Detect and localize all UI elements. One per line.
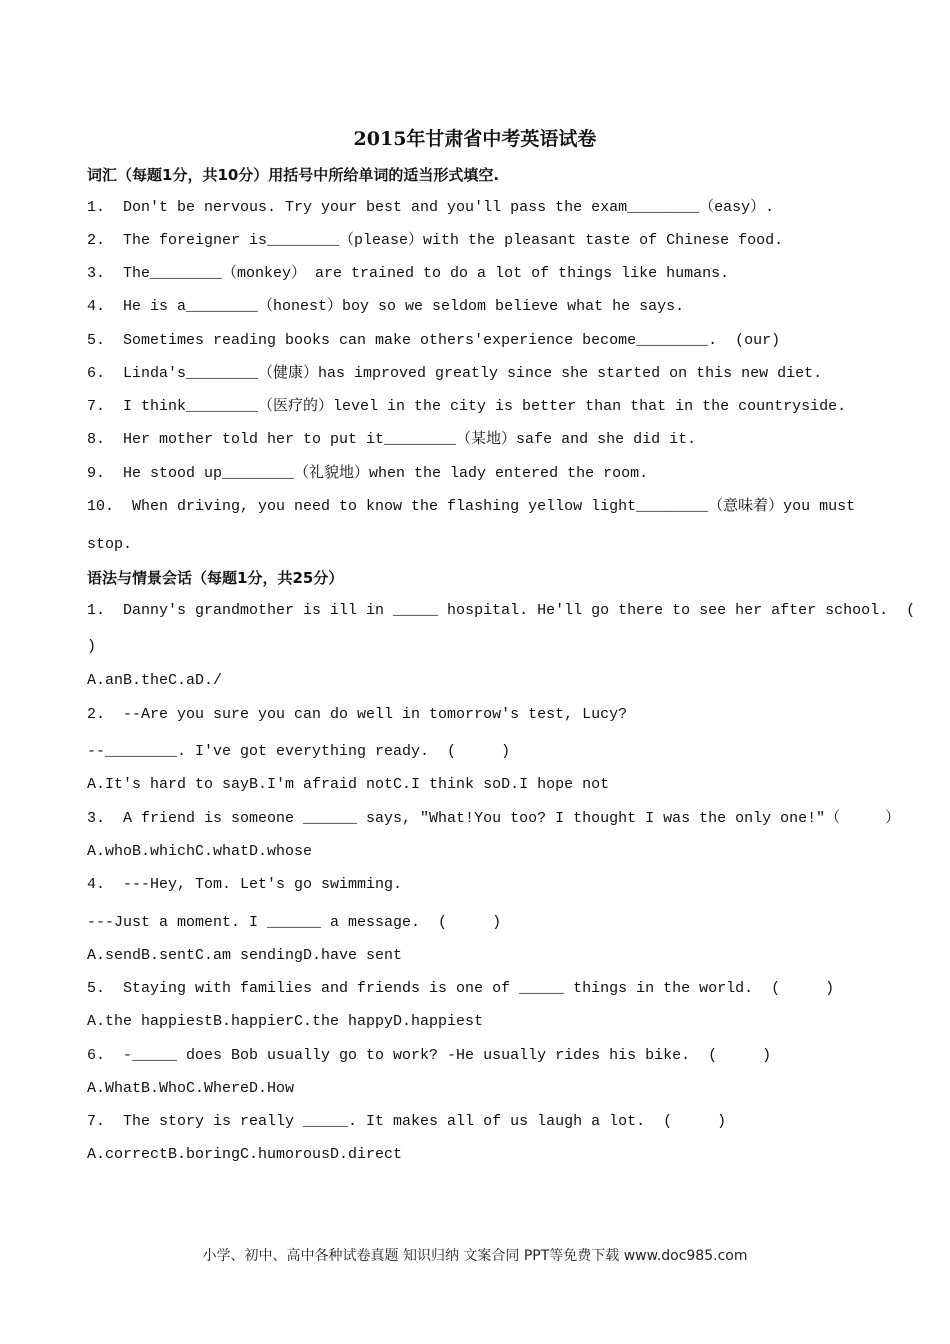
question-line: 7. I think________（医疗的）level in the city is better than that in the countryside.	[87, 398, 847, 415]
question-line: 8. Her mother told her to put it________（某地）safe and she did it.	[87, 431, 697, 448]
answer-options: A.the happiestB.happierC.the happyD.happiest	[87, 1013, 484, 1030]
section1-heading: 词汇（每题1分，共10分）用括号中所给单词的适当形式填空.	[87, 166, 500, 184]
question-line: 2. The foreigner is________（please）with the pleasant taste of Chinese food.	[87, 232, 784, 249]
question-line: 2. --Are you sure you can do well in tomorrow's test, Lucy?	[87, 706, 628, 723]
footer-text: 小学、初中、高中各种试卷真题 知识归纳 文案合同 PPT等免费下载 www.doc985.com	[202, 1248, 748, 1264]
question-line: 1. Danny's grandmother is ill in _____ hospital. He'll go there to see her after school. (	[87, 602, 916, 619]
question-line: 6. Linda's________（健康）has improved greatly since she started on this new diet.	[87, 365, 823, 382]
question-line: 1. Don't be nervous. Try your best and you'll pass the exam________（easy）.	[87, 199, 775, 216]
question-line: 9. He stood up________（礼貌地）when the lady entered the room.	[87, 465, 649, 482]
question-line: 5. Staying with families and friends is one of _____ things in the world. ( )	[87, 980, 835, 997]
answer-options: A.anB.theC.aD./	[87, 672, 223, 689]
question-line: 10. When driving, you need to know the flashing yellow light________（意味着）you must	[87, 498, 856, 515]
answer-options: A.WhatB.WhoC.WhereD.How	[87, 1080, 295, 1097]
question-line: 5. Sometimes reading books can make others'experience become________. (our)	[87, 332, 781, 349]
question-line: ---Just a moment. I ______ a message. ( )	[87, 914, 502, 931]
question-line: 4. He is a________（honest）boy so we seldom believe what he says.	[87, 298, 685, 315]
page-title: 2015年甘肃省中考英语试卷	[353, 128, 597, 150]
question-line: )	[87, 638, 97, 655]
question-line: stop.	[87, 536, 133, 553]
question-line: --________. I've got everything ready. ( )	[87, 743, 511, 760]
question-line: 6. -_____ does Bob usually go to work? -He usually rides his bike. ( )	[87, 1047, 772, 1064]
answer-options: A.whoB.whichC.whatD.whose	[87, 843, 313, 860]
question-line: 3. The________（monkey） are trained to do a lot of things like humans.	[87, 265, 730, 282]
answer-options: A.It's hard to sayB.I'm afraid notC.I think soD.I hope not	[87, 776, 610, 793]
question-line: 4. ---Hey, Tom. Let's go swimming.	[87, 876, 403, 893]
answer-options: A.sendB.sentC.am sendingD.have sent	[87, 947, 403, 964]
question-line: 7. The story is really _____. It makes all of us laugh a lot. ( )	[87, 1113, 727, 1130]
answer-options: A.correctB.boringC.humorousD.direct	[87, 1146, 403, 1163]
question-line: 3. A friend is someone ______ says, "What!You too? I thought I was the only one!"（ ）	[87, 810, 901, 827]
section2-heading: 语法与情景会话（每题1分，共25分）	[87, 569, 344, 587]
